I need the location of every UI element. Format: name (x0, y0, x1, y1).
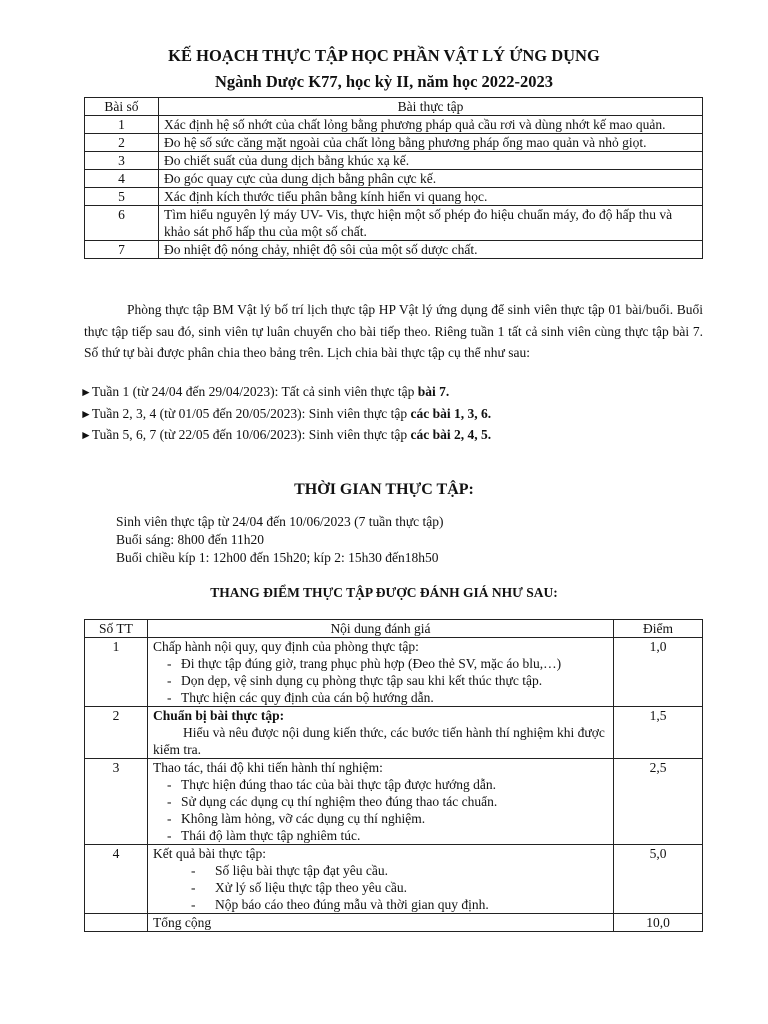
time-line-morning: Buổi sáng: 8h00 đến 11h20 (116, 532, 264, 547)
lab-name-cell: Đo hệ số sức căng mặt ngoài của chất lỏng bằng phương pháp ống mao quản và nhỏ giọt. (159, 134, 703, 152)
lab-name-cell: Xác định kích thước tiểu phân bằng kính hiển vi quang học. (159, 188, 703, 206)
table-row (85, 152, 703, 170)
table-row (85, 845, 703, 914)
lab-number-cell: 4 (85, 170, 159, 188)
criterion-number-cell: 1 (85, 638, 148, 707)
time-line-period: Sinh viên thực tập từ 24/04 đến 10/06/2023 (7 tuần thực tập) (116, 514, 444, 529)
time-section-title: THỜI GIAN THỰC TẬP: (294, 481, 474, 498)
criterion-item: - Thái độ làm thực tập nghiêm túc. (167, 828, 361, 843)
lab-number-cell: 7 (85, 241, 159, 259)
lab-number-cell: 6 (85, 206, 159, 241)
table-total-row (85, 914, 703, 932)
criterion-item: - Số liệu bài thực tập đạt yêu cầu. (191, 863, 389, 878)
criterion-score-cell: 2,5 (614, 759, 703, 845)
criterion-item-text: Dọn dẹp, vệ sinh dụng cụ phòng thực tập sau khi kết thúc thực tập. (181, 673, 543, 688)
criterion-number-cell: 4 (85, 845, 148, 914)
table-header-row (85, 98, 703, 116)
total-label-cell: Tổng cộng (148, 914, 614, 932)
criterion-content-cell (148, 707, 614, 759)
triangle-bullet-icon: ► (80, 428, 92, 442)
table-row (85, 759, 703, 845)
criterion-heading: Chuẩn bị bài thực tập: (153, 708, 285, 723)
document-subtitle: Ngành Dược K77, học kỳ II, năm học 2022-2023 (214, 72, 554, 91)
criterion-number-cell: 3 (85, 759, 148, 845)
lab-name-cell: Đo góc quay cực của dung dịch bằng phân cực kế. (159, 170, 703, 188)
criterion-content-cell (148, 759, 614, 845)
column-header-stt: Số TT (85, 620, 148, 638)
lab-name-cell: Đo nhiệt độ nóng chảy, nhiệt độ sôi của một số dược chất. (159, 241, 703, 259)
schedule-labs: các bài 2, 4, 5. (410, 427, 492, 442)
lab-name-cell: Tìm hiểu nguyên lý máy UV- Vis, thực hiện một số phép đo hiệu chuẩn máy, đo độ hấp thu và khảo sát phổ hấp thu của một số chất. (159, 206, 703, 241)
criterion-item: - Thực hiện các quy định của cán bộ hướng dẫn. (167, 690, 434, 705)
schedule-text: Tuần 1 (từ 24/04 đến 29/04/2023): Tất cả sinh viên thực tập (91, 384, 418, 399)
lab-number-cell: 3 (85, 152, 159, 170)
schedule-text: Tuần 2, 3, 4 (từ 01/05 đến 20/05/2023): Sinh viên thực tập (91, 406, 411, 421)
schedule-labs: bài 7. (417, 384, 450, 399)
lab-exercise-table (84, 97, 703, 259)
column-header-score: Điểm (614, 620, 703, 638)
criterion-item: - Không làm hỏng, vỡ các dụng cụ thí nghiệm. (167, 811, 426, 826)
criterion-heading: Kết quả bài thực tập: (153, 846, 267, 861)
criterion-score-cell: 5,0 (614, 845, 703, 914)
grading-title: THANG ĐIỂM THỰC TẬP ĐƯỢC ĐÁNH GIÁ NHƯ SAU: (210, 585, 558, 600)
lab-name-cell: Xác định hệ số nhớt của chất lỏng bằng phương pháp quả cầu rơi và dùng nhớt kế mao quản. (159, 116, 703, 134)
table-row (85, 206, 703, 241)
lab-number-cell: 2 (85, 134, 159, 152)
criterion-number-cell: 2 (85, 707, 148, 759)
intro-paragraph: Phòng thực tập BM Vật lý bố trí lịch thực tập HP Vật lý ứng dụng để sinh viên thực tập 01 bài/buổi. Buổi thực tập tiếp sau đó, sinh viên tự luân chuyển cho bài tiếp theo. Riêng tuần 1 tất cả sinh viên cùng thực tập bài 7. Số thứ tự bài được phân chia theo bảng trên. Lịch chia bài thực tập cụ thể như sau: (84, 302, 703, 360)
table-row (85, 638, 703, 707)
schedule-line-week-1 (80, 384, 449, 400)
table-header-row (85, 620, 703, 638)
criterion-item-text: Sử dụng các dụng cụ thí nghiệm theo đúng thao tác chuẩn. (181, 794, 498, 809)
criterion-description: Hiểu và nêu được nội dung kiến thức, các bước tiến hành thí nghiệm khi được kiểm tra. (153, 725, 605, 757)
table-row (85, 188, 703, 206)
document-title: KẾ HOẠCH THỰC TẬP HỌC PHẦN VẬT LÝ ỨNG DỤNG (168, 46, 600, 65)
schedule-line-week-2-4 (80, 406, 491, 422)
criterion-item: - Thực hiện đúng thao tác của bài thực tập được hướng dẫn. (167, 777, 496, 792)
criterion-heading: Thao tác, thái độ khi tiến hành thí nghiệm: (153, 760, 383, 775)
table-row (85, 134, 703, 152)
criterion-item-text: Thái độ làm thực tập nghiêm túc. (181, 828, 361, 843)
time-line-afternoon: Buổi chiều kíp 1: 12h00 đến 15h20; kíp 2: 15h30 đến18h50 (116, 550, 439, 565)
table-row (85, 241, 703, 259)
criterion-item-text: Số liệu bài thực tập đạt yêu cầu. (215, 863, 389, 878)
table-row (85, 170, 703, 188)
schedule-text: Tuần 5, 6, 7 (từ 22/05 đến 10/06/2023): Sinh viên thực tập (91, 427, 411, 442)
criterion-content-cell (148, 638, 614, 707)
column-header-lab-name: Bài thực tập (159, 98, 703, 116)
criterion-item-text: Nộp báo cáo theo đúng mẫu và thời gian quy định. (215, 897, 489, 912)
criterion-item-text: Xử lý số liệu thực tập theo yêu cầu. (215, 880, 407, 895)
criterion-item: - Đi thực tập đúng giờ, trang phục phù hợp (Đeo thẻ SV, mặc áo blu,…) (167, 656, 562, 671)
triangle-bullet-icon: ► (80, 407, 92, 421)
table-row (85, 116, 703, 134)
lab-number-cell: 5 (85, 188, 159, 206)
total-empty-cell (85, 914, 148, 932)
criterion-item-text: Thực hiện các quy định của cán bộ hướng dẫn. (181, 690, 434, 705)
criterion-content-cell (148, 845, 614, 914)
criterion-score-cell: 1,5 (614, 707, 703, 759)
column-header-content: Nội dung đánh giá (148, 620, 614, 638)
criterion-item-text: Không làm hỏng, vỡ các dụng cụ thí nghiệm. (181, 811, 426, 826)
total-score-cell: 10,0 (614, 914, 703, 932)
grading-table (84, 619, 703, 932)
criterion-score-cell: 1,0 (614, 638, 703, 707)
criterion-item: - Dọn dẹp, vệ sinh dụng cụ phòng thực tập sau khi kết thúc thực tập. (167, 673, 543, 688)
schedule-labs: các bài 1, 3, 6. (410, 406, 492, 421)
criterion-item: - Sử dụng các dụng cụ thí nghiệm theo đúng thao tác chuẩn. (167, 794, 498, 809)
criterion-item-text: Thực hiện đúng thao tác của bài thực tập được hướng dẫn. (181, 777, 496, 792)
schedule-line-week-5-7 (80, 427, 491, 443)
table-row (85, 707, 703, 759)
lab-number-cell: 1 (85, 116, 159, 134)
criterion-heading: Chấp hành nội quy, quy định của phòng thực tập: (153, 639, 419, 654)
lab-name-cell: Đo chiết suất của dung dịch bằng khúc xạ kế. (159, 152, 703, 170)
criterion-item: - Nộp báo cáo theo đúng mẫu và thời gian quy định. (191, 897, 489, 912)
criterion-item: - Xử lý số liệu thực tập theo yêu cầu. (191, 880, 407, 895)
criterion-item-text: Đi thực tập đúng giờ, trang phục phù hợp (Đeo thẻ SV, mặc áo blu,…) (181, 656, 562, 671)
column-header-lab-number: Bài số (85, 98, 159, 116)
triangle-bullet-icon: ► (80, 385, 92, 399)
